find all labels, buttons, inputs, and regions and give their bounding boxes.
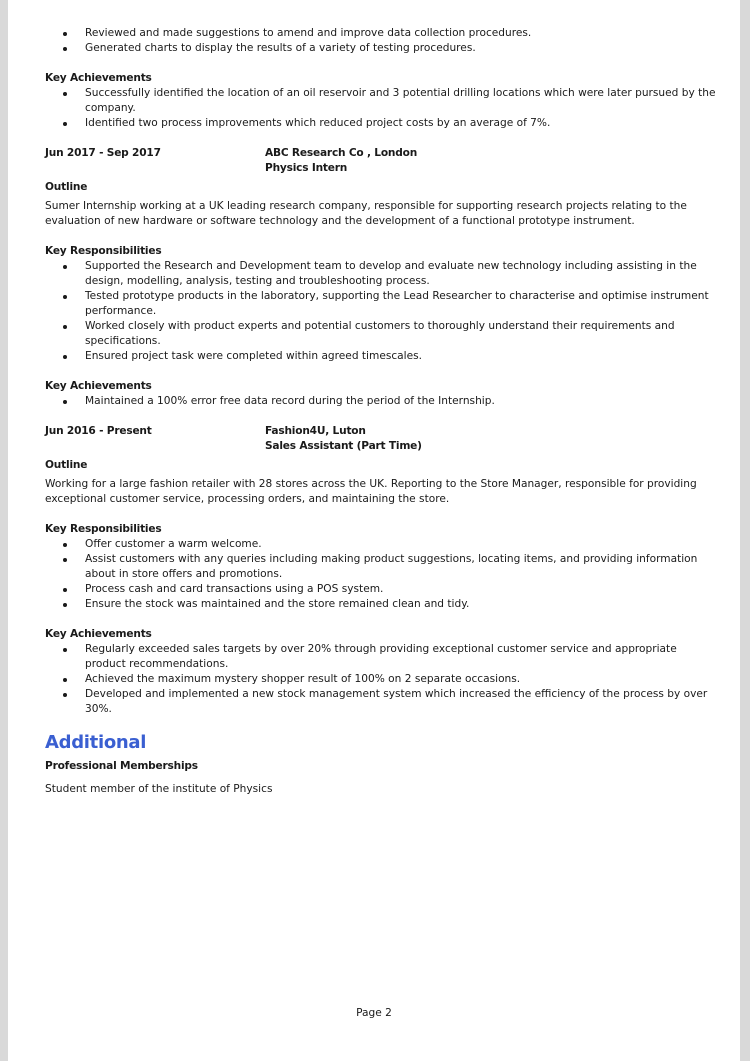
job-dates: Jun 2017 - Sep 2017	[45, 147, 161, 159]
list-item: Worked closely with product experts and potential customers to thoroughly understand their requirements and specifications.	[45, 319, 717, 349]
responsibilities-list	[45, 537, 717, 612]
section-label-outline: Outline	[45, 459, 88, 471]
list-item: Developed and implemented a new stock management system which increased the efficiency of the process by over 30%.	[45, 687, 717, 717]
memberships-text: Student member of the institute of Physics	[45, 783, 273, 795]
section-label-outline: Outline	[45, 181, 88, 193]
list-item: Achieved the maximum mystery shopper result of 100% on 2 separate occasions.	[45, 672, 717, 687]
section-label-key-achievements: Key Achievements	[45, 72, 152, 84]
section-label-key-responsibilities: Key Responsibilities	[45, 523, 162, 535]
section-label-professional-memberships: Professional Memberships	[45, 760, 198, 772]
list-item: Supported the Research and Development team to develop and evaluate new technology including assisting in the design, modelling, analysis, testing and troubleshooting process.	[45, 259, 717, 289]
list-item: Tested prototype products in the laboratory, supporting the Lead Researcher to characterise and optimise instrument performance.	[45, 289, 717, 319]
achievements-list	[45, 394, 717, 409]
list-item: Identified two process improvements which reduced project costs by an average of 7%.	[45, 116, 717, 131]
list-item: Successfully identified the location of an oil reservoir and 3 potential drilling locations which were later pursued by the company.	[45, 86, 717, 116]
job-company: ABC Research Co , London	[265, 147, 418, 159]
previous-role-bullet-list	[45, 26, 717, 56]
section-label-key-achievements: Key Achievements	[45, 380, 152, 392]
document-page	[8, 0, 740, 1061]
job-title: Physics Intern	[265, 162, 348, 174]
list-item: Regularly exceeded sales targets by over 20% through providing exceptional customer service and appropriate product recommendations.	[45, 642, 717, 672]
list-item: Maintained a 100% error free data record during the period of the Internship.	[45, 394, 717, 409]
job-dates: Jun 2016 - Present	[45, 425, 152, 437]
responsibilities-list	[45, 259, 717, 364]
job-outline: Working for a large fashion retailer with 28 stores across the UK. Reporting to the Store Manager, responsible for providing exceptional customer service, processing orders, and maintaining the store.	[45, 478, 697, 505]
section-title-additional: Additional	[45, 732, 147, 753]
list-item: Ensured project task were completed within agreed timescales.	[45, 349, 717, 364]
job-outline: Sumer Internship working at a UK leading research company, responsible for supporting research projects relating to the evaluation of new hardware or software technology and the development of a functional prototype instrument.	[45, 200, 687, 227]
list-item: Reviewed and made suggestions to amend and improve data collection procedures.	[45, 26, 717, 41]
achievements-list	[45, 642, 717, 717]
list-item: Ensure the stock was maintained and the store remained clean and tidy.	[45, 597, 717, 612]
job-header-physics-intern	[45, 146, 717, 176]
list-item: Generated charts to display the results of a variety of testing procedures.	[45, 41, 717, 56]
page-content	[45, 26, 717, 797]
list-item: Offer customer a warm welcome.	[45, 537, 717, 552]
list-item: Assist customers with any queries including making product suggestions, locating items, and providing information about in store offers and promotions.	[45, 552, 717, 582]
page-number: Page 2	[356, 1007, 392, 1019]
job-company: Fashion4U, Luton	[265, 425, 366, 437]
section-label-key-responsibilities: Key Responsibilities	[45, 245, 162, 257]
achievements-list	[45, 86, 717, 131]
job-title: Sales Assistant (Part Time)	[265, 440, 422, 452]
list-item: Process cash and card transactions using a POS system.	[45, 582, 717, 597]
section-label-key-achievements: Key Achievements	[45, 628, 152, 640]
job-header-sales-assistant	[45, 424, 717, 454]
